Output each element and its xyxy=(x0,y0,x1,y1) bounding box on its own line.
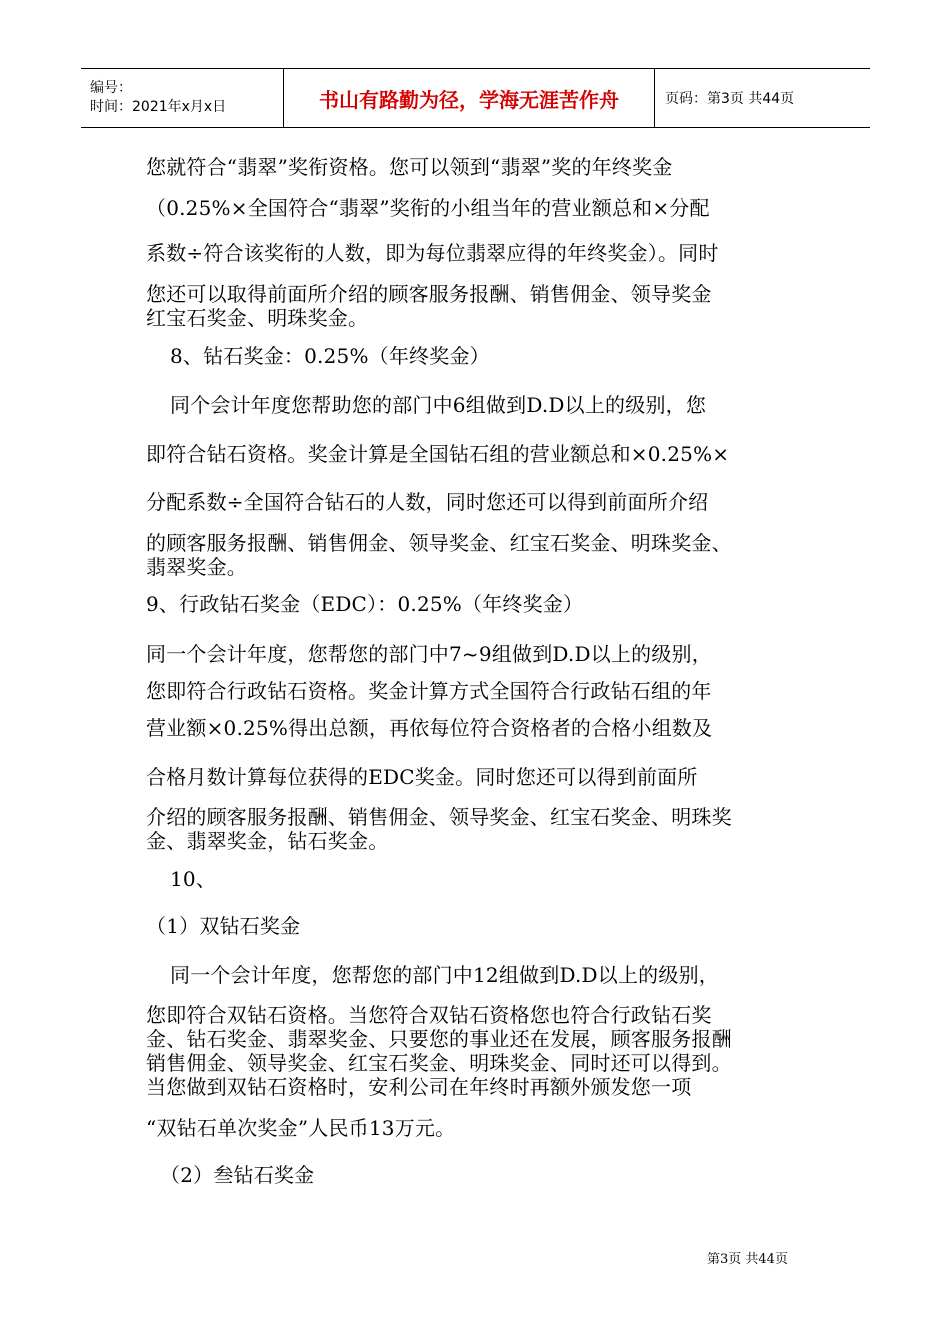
text-line: 金、翡翠奖金，钻石奖金。 xyxy=(146,829,389,853)
subsection-heading: （2）叁钻石奖金 xyxy=(160,1163,315,1187)
text-line: 同一个会计年度，您帮您的部门中12组做到D.D以上的级别， xyxy=(170,963,719,987)
text-line: 您即符合行政钻石资格。奖金计算方式全国符合行政钻石组的年 xyxy=(146,679,712,703)
section-heading: 10、 xyxy=(170,867,217,891)
text-line: “双钻石单次奖金”人民币13万元。 xyxy=(146,1116,456,1140)
text-line: 的顾客服务报酬、销售佣金、领导奖金、红宝石奖金、明珠奖金、 xyxy=(146,531,732,555)
motto-text: 书山有路勤为径，学海无涯苦作舟 xyxy=(319,87,619,112)
text-line: 您就符合“翡翠”奖衔资格。您可以领到“翡翠”奖的年终奖金 xyxy=(146,155,673,179)
header-meta xyxy=(81,69,283,127)
text-line: 分配系数÷全国符合钻石的人数，同时您还可以得到前面所介绍 xyxy=(146,490,709,514)
header-page-number xyxy=(655,69,870,127)
text-line: 当您做到双钻石资格时，安利公司在年终时再额外颁发您一项 xyxy=(146,1075,692,1099)
subsection-heading: （1）双钻石奖金 xyxy=(146,914,301,938)
text-line: 即符合钻石资格。奖金计算是全国钻石组的营业额总和×0.25%× xyxy=(146,442,730,466)
document-number: 编号： xyxy=(90,80,132,96)
text-line: 合格月数计算每位获得的EDC奖金。同时您还可以得到前面所 xyxy=(146,765,698,789)
section-heading: 9、行政钻石奖金（EDC）：0.25%（年终奖金） xyxy=(146,592,584,616)
page-number-text: 页码：第3页 共44页 xyxy=(665,91,795,107)
text-line: 您即符合双钻石资格。当您符合双钻石资格您也符合行政钻石奖 xyxy=(146,1003,712,1027)
text-line: 同一个会计年度，您帮您的部门中7~9组做到D.D以上的级别， xyxy=(146,642,712,666)
text-line: 金、钻石奖金、翡翠奖金、只要您的事业还在发展，顾客服务报酬 xyxy=(146,1027,732,1051)
text-line: 翡翠奖金。 xyxy=(146,555,247,579)
text-line: 系数÷符合该奖衔的人数，即为每位翡翠应得的年终奖金）。同时 xyxy=(146,241,719,265)
page-header xyxy=(81,68,870,128)
text-line: 您还可以取得前面所介绍的顾客服务报酬、销售佣金、领导奖金 xyxy=(146,282,712,306)
text-line: 介绍的顾客服务报酬、销售佣金、领导奖金、红宝石奖金、明珠奖 xyxy=(146,805,732,829)
document-date: 时间：2021年x月x日 xyxy=(90,99,227,115)
text-line: 同个会计年度您帮助您的部门中6组做到D.D以上的级别，您 xyxy=(170,393,707,417)
header-motto xyxy=(283,69,655,127)
page-footer: 第3页 共44页 xyxy=(707,1252,788,1267)
text-line: 销售佣金、领导奖金、红宝石奖金、明珠奖金、同时还可以得到。 xyxy=(146,1051,732,1075)
section-heading: 8、钻石奖金：0.25%（年终奖金） xyxy=(170,344,490,368)
text-line: 营业额×0.25%得出总额，再依每位符合资格者的合格小组数及 xyxy=(146,716,713,740)
text-line: （0.25%×全国符合“翡翠”奖衔的小组当年的营业额总和×分配 xyxy=(146,196,710,220)
text-line: 红宝石奖金、明珠奖金。 xyxy=(146,306,369,330)
